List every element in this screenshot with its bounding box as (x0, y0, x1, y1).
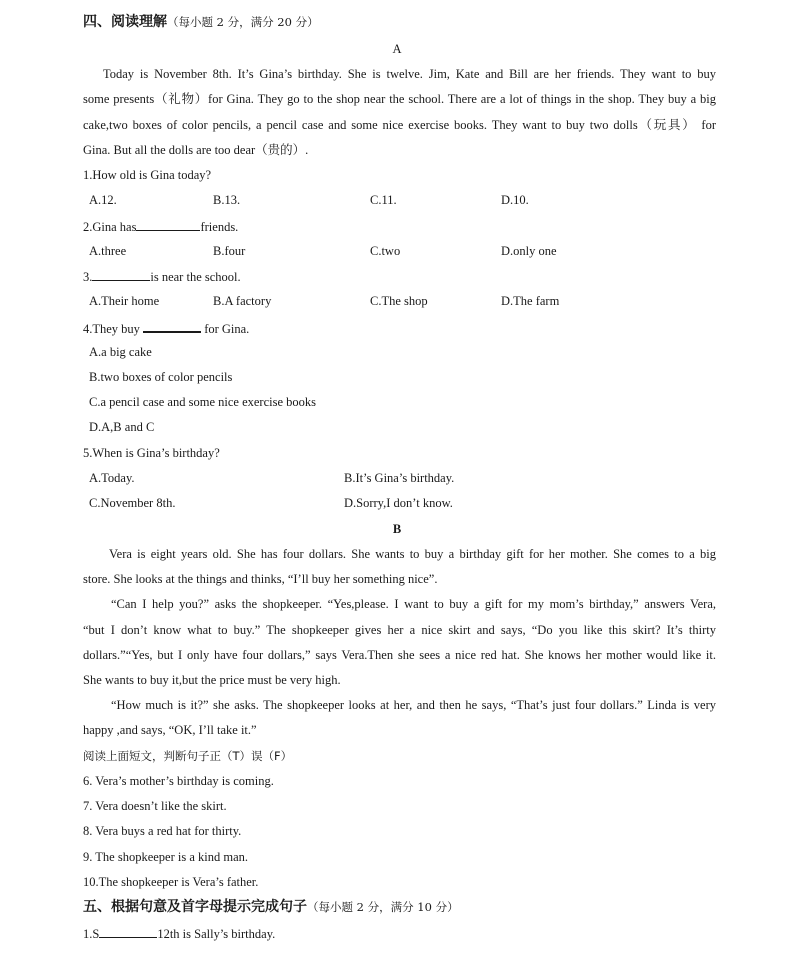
passage-b-line: She wants to buy it,but the price must be very high. (83, 673, 341, 687)
q2-option-b: B.four (213, 244, 246, 258)
question-4 (83, 319, 249, 337)
q4-option-a: A.a big cake (89, 345, 152, 359)
section-5-score-note: （每小题 2 分，满分 10 分） (307, 900, 459, 914)
section-4-score-note: （每小题 2 分，满分 20 分） (167, 15, 319, 29)
section-5-title: 五、根据句意及首字母提示完成句子 (83, 899, 307, 915)
q5-option-c: C.November 8th. (89, 496, 176, 510)
question-2-text: 2.Gina has (83, 220, 137, 234)
question-1: 1.How old is Gina today? (83, 168, 212, 182)
passage-b-line: happy ,and says, “OK, I’ll take it.” (83, 723, 257, 737)
q1-option-a: A.12. (89, 193, 117, 207)
q3-option-b: B.A factory (213, 294, 272, 308)
question-3-text: 3. (83, 270, 93, 284)
passage-a-label: A (392, 42, 402, 56)
answer-blank (143, 319, 201, 333)
q5-option-a: A.Today. (89, 471, 135, 485)
passage-a-line: some presents（礼物）for Gina. They go to the shop near the school. There are a lot of things in the shop. They buy a big (83, 92, 716, 106)
tf-item-8: 8. Vera buys a red hat for thirty. (83, 824, 242, 838)
section-5-heading (83, 899, 459, 915)
q3-option-d: D.The farm (501, 294, 560, 308)
q2-option-c: C.two (370, 244, 401, 258)
q5-option-b: B.It’s Gina’s birthday. (344, 471, 455, 485)
q3-option-c: C.The shop (370, 294, 428, 308)
passage-a-line: Today is November 8th. It’s Gina’s birthday. She is twelve. Jim, Kate and Bill are her friends. They want to buy (103, 67, 716, 81)
section-5-item-1-text-after: 12th is Sally’s birthday. (157, 927, 276, 941)
passage-b-line: dollars.”“Yes, but I only have four dollars,” says Vera.Then she sees a nice red hat. She knows her mother would like it. (83, 648, 716, 662)
tf-item-7: 7. Vera doesn’t like the skirt. (83, 799, 227, 813)
question-3-text-after: is near the school. (150, 270, 241, 284)
passage-b-label: B (392, 522, 402, 536)
q1-option-d: D.10. (501, 193, 529, 207)
passage-b-line: “Can I help you?” asks the shopkeeper. “Yes,please. I want to buy a gift for my mom’s birthday,” answers Vera, (111, 597, 716, 611)
section-4-title: 四、阅读理解 (83, 14, 167, 30)
tf-item-10: 10.The shopkeeper is Vera’s father. (83, 875, 259, 889)
section-5-item-1 (83, 925, 275, 942)
question-2-text-after: friends. (200, 220, 239, 234)
section-5-item-1-text: 1.S (83, 927, 100, 941)
question-2 (83, 218, 238, 235)
passage-a-line: cake,two boxes of color pencils, a pencil case and some nice exercise books. They want to buy two dolls（玩具） for (83, 118, 716, 132)
passage-b-line: “How much is it?” she asks. The shopkeeper looks at her, and then he says, “That’s just four dollars.” Linda is very (111, 698, 716, 712)
question-3 (83, 268, 241, 285)
passage-b-line: “but I don’t know what to buy.” The shopkeeper gives her a nice skirt and says, “Do you like this skirt? It’s thirty (83, 623, 716, 637)
q2-option-a: A.three (89, 244, 127, 258)
question-5: 5.When is Gina’s birthday? (83, 446, 220, 460)
question-4-text: 4.They buy (83, 322, 140, 336)
section-4-heading (83, 14, 319, 30)
answer-blank (136, 218, 200, 231)
passage-b-line: store. She looks at the things and thinks, “I’ll buy her something nice”. (83, 572, 438, 586)
question-4-text-after: for Gina. (204, 322, 250, 336)
q4-option-b: B.two boxes of color pencils (89, 370, 233, 384)
q2-option-d: D.only one (501, 244, 557, 258)
tf-instruction: 阅读上面短文，判断句子正（T）误（F） (83, 749, 293, 763)
q5-option-d: D.Sorry,I don’t know. (344, 496, 453, 510)
passage-b-line: Vera is eight years old. She has four dollars. She wants to buy a birthday gift for her mother. She comes to a big (109, 547, 716, 561)
answer-blank (99, 925, 157, 938)
q4-option-c: C.a pencil case and some nice exercise books (89, 395, 316, 409)
q4-option-d: D.A,B and C (89, 420, 155, 434)
q1-option-b: B.13. (213, 193, 241, 207)
passage-a-line: Gina. But all the dolls are too dear（贵的）. (83, 143, 309, 157)
tf-item-6: 6. Vera’s mother’s birthday is coming. (83, 774, 274, 788)
answer-blank (92, 268, 150, 281)
q3-option-a: A.Their home (89, 294, 160, 308)
tf-item-9: 9. The shopkeeper is a kind man. (83, 850, 249, 864)
q1-option-c: C.11. (370, 193, 397, 207)
